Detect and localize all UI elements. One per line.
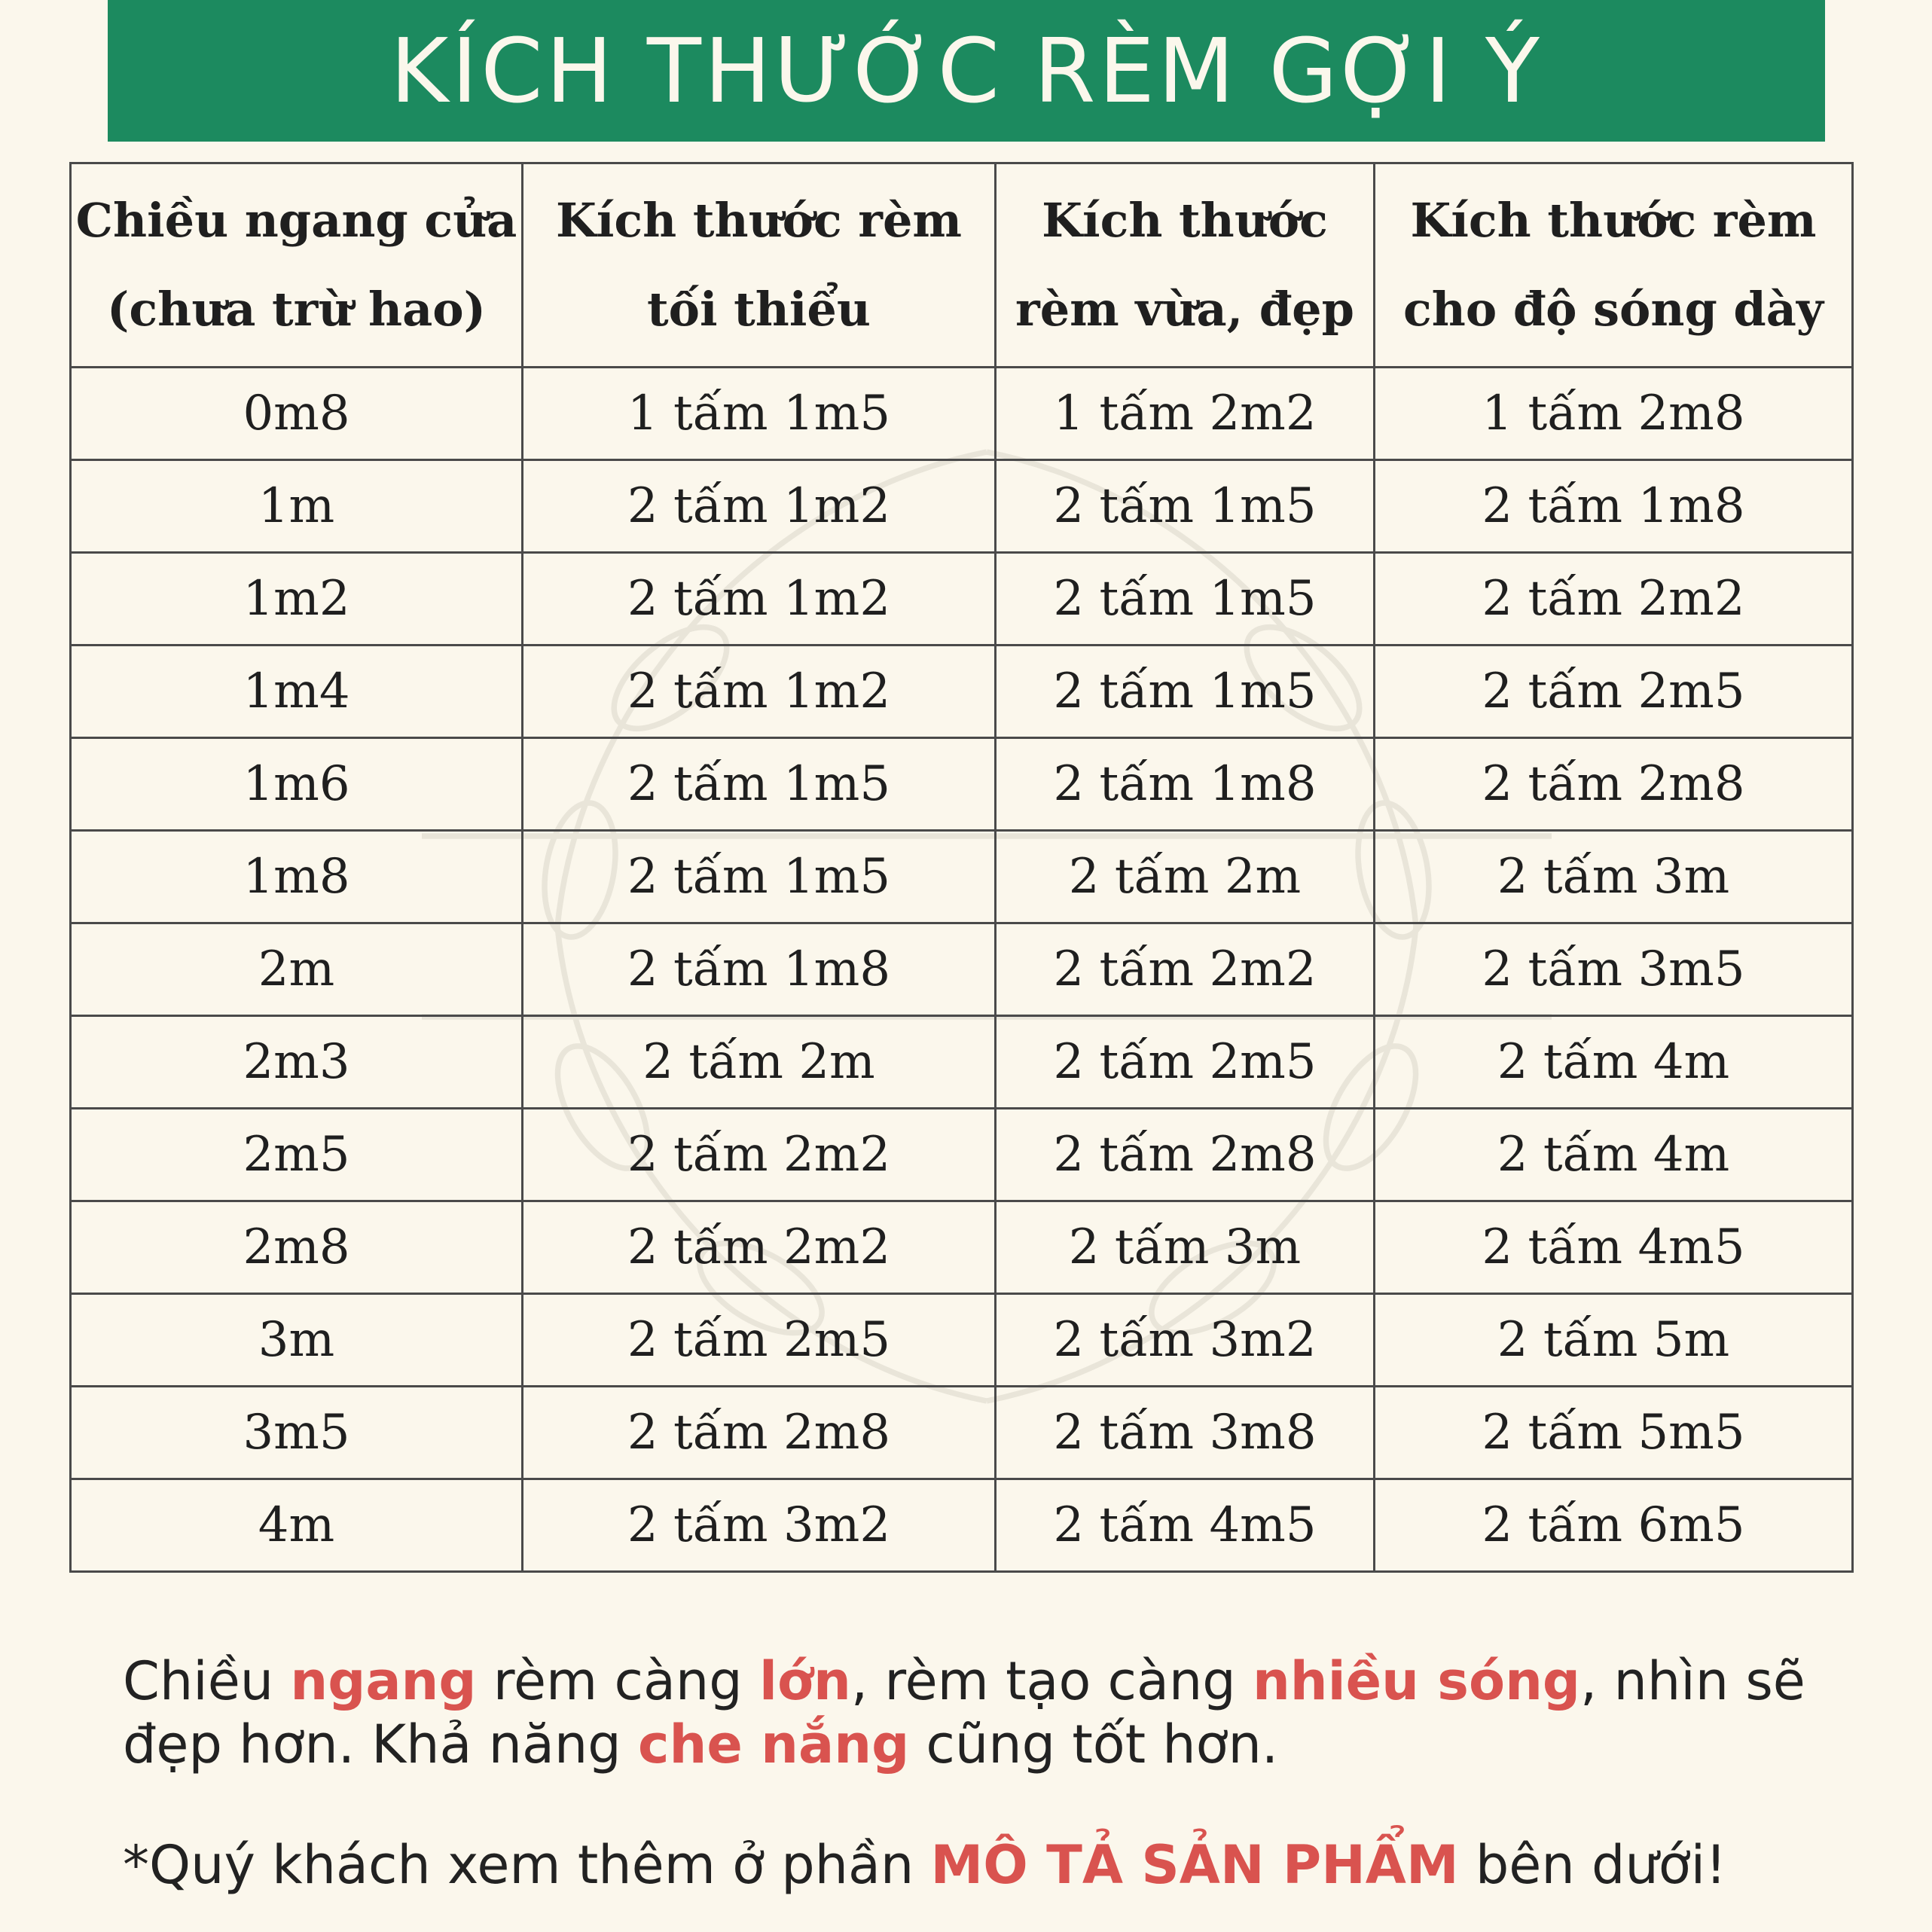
note-highlight: nhiều sóng — [1252, 1650, 1581, 1712]
table-cell: 2 tấm 3m2 — [523, 1479, 996, 1572]
table-cell: 2m5 — [71, 1109, 523, 1201]
table-cell: 2 tấm 2m5 — [523, 1294, 996, 1387]
table-cell: 1 tấm 2m8 — [1375, 368, 1853, 460]
column-header-line: rèm vừa, đẹp — [1015, 282, 1354, 337]
table-row — [71, 923, 1853, 1016]
table-cell: 0m8 — [71, 368, 523, 460]
table-row — [71, 831, 1853, 923]
table-cell: 2 tấm 2m8 — [996, 1109, 1375, 1201]
table-cell: 1 tấm 2m2 — [996, 368, 1375, 460]
column-header-line: tối thiểu — [647, 282, 871, 337]
table-cell: 2 tấm 3m — [1375, 831, 1853, 923]
table-cell: 2m3 — [71, 1016, 523, 1109]
table-row — [71, 646, 1853, 738]
table-cell: 2 tấm 2m5 — [996, 1016, 1375, 1109]
note-text: Chiều — [123, 1650, 291, 1712]
table-cell: 2 tấm 2m — [996, 831, 1375, 923]
column-header-line: Kích thước rèm — [1410, 193, 1817, 248]
table-row — [71, 1387, 1853, 1479]
column-header-line: cho độ sóng dày — [1403, 282, 1824, 337]
table-cell: 1m8 — [71, 831, 523, 923]
column-header-line: Kích thước rèm — [555, 193, 963, 248]
column-header — [71, 163, 523, 368]
table-cell: 2 tấm 2m5 — [1375, 646, 1853, 738]
page-title: KÍCH THƯỚC RÈM GỢI Ý — [390, 19, 1543, 123]
table-row — [71, 553, 1853, 646]
table-cell: 2 tấm 2m8 — [1375, 738, 1853, 831]
table-cell: 2 tấm 5m — [1375, 1294, 1853, 1387]
column-header — [1375, 163, 1853, 368]
table-cell: 2 tấm 1m5 — [996, 553, 1375, 646]
footnote-text: bên dưới! — [1458, 1834, 1727, 1896]
table-row — [71, 1479, 1853, 1572]
table-cell: 2 tấm 4m5 — [996, 1479, 1375, 1572]
table-cell: 1 tấm 1m5 — [523, 368, 996, 460]
table-cell: 2 tấm 2m2 — [1375, 553, 1853, 646]
table-cell: 2 tấm 1m2 — [523, 646, 996, 738]
table-cell: 2 tấm 3m — [996, 1201, 1375, 1294]
table-cell: 2 tấm 1m5 — [996, 646, 1375, 738]
table-header-row — [71, 163, 1853, 368]
note-highlight: che nắng — [637, 1714, 910, 1775]
table-row — [71, 1016, 1853, 1109]
note-highlight: ngang — [290, 1650, 477, 1712]
footnote-highlight: MÔ TẢ SẢN PHẨM — [930, 1834, 1459, 1896]
footnote-text: *Quý khách xem thêm ở phần — [123, 1834, 931, 1896]
table-row — [71, 368, 1853, 460]
note-text: , rèm tạo càng — [850, 1650, 1253, 1712]
table-row — [71, 1294, 1853, 1387]
curtain-size-table — [69, 162, 1854, 1573]
column-header-line: (chưa trừ hao) — [107, 282, 486, 337]
table-cell: 2 tấm 2m2 — [523, 1109, 996, 1201]
column-header-line: Chiều ngang cửa — [75, 193, 517, 248]
table-row — [71, 738, 1853, 831]
table-cell: 2 tấm 2m8 — [523, 1387, 996, 1479]
table-cell: 2 tấm 1m5 — [523, 831, 996, 923]
table-cell: 2 tấm 1m2 — [523, 553, 996, 646]
table-cell: 4m — [71, 1479, 523, 1572]
table-cell: 2 tấm 4m — [1375, 1016, 1853, 1109]
table-cell: 2 tấm 4m — [1375, 1109, 1853, 1201]
table-cell: 2m8 — [71, 1201, 523, 1294]
table-cell: 2m — [71, 923, 523, 1016]
column-header — [523, 163, 996, 368]
table-cell: 2 tấm 6m5 — [1375, 1479, 1853, 1572]
table-cell: 2 tấm 1m5 — [996, 460, 1375, 553]
table-cell: 2 tấm 1m8 — [1375, 460, 1853, 553]
table-cell: 2 tấm 3m5 — [1375, 923, 1853, 1016]
table-cell: 2 tấm 4m5 — [1375, 1201, 1853, 1294]
table-cell: 3m — [71, 1294, 523, 1387]
table-cell: 2 tấm 2m2 — [996, 923, 1375, 1016]
footnote — [123, 1834, 1726, 1896]
table-body — [71, 368, 1853, 1572]
column-header-line: Kích thước — [1042, 193, 1328, 248]
note-text: , nhìn sẽ đẹp hơn. Khả năng — [123, 1650, 1805, 1775]
table-cell: 1m6 — [71, 738, 523, 831]
title-banner — [108, 0, 1825, 142]
table-cell: 1m4 — [71, 646, 523, 738]
table-cell: 2 tấm 3m2 — [996, 1294, 1375, 1387]
table-cell: 2 tấm 1m8 — [523, 923, 996, 1016]
column-header — [996, 163, 1375, 368]
table-cell: 2 tấm 1m2 — [523, 460, 996, 553]
note-text: cũng tốt hơn. — [909, 1714, 1279, 1775]
table-cell: 2 tấm 2m2 — [523, 1201, 996, 1294]
note-text: rèm càng — [476, 1650, 759, 1712]
table-cell: 2 tấm 1m8 — [996, 738, 1375, 831]
table-row — [71, 1109, 1853, 1201]
table-cell: 2 tấm 5m5 — [1375, 1387, 1853, 1479]
size-note — [123, 1650, 1818, 1776]
table-cell: 2 tấm 1m5 — [523, 738, 996, 831]
table-cell: 3m5 — [71, 1387, 523, 1479]
table-cell: 2 tấm 3m8 — [996, 1387, 1375, 1479]
table-row — [71, 1201, 1853, 1294]
note-highlight: lớn — [758, 1650, 851, 1712]
table-row — [71, 460, 1853, 553]
table-cell: 1m2 — [71, 553, 523, 646]
table-cell: 1m — [71, 460, 523, 553]
table-cell: 2 tấm 2m — [523, 1016, 996, 1109]
